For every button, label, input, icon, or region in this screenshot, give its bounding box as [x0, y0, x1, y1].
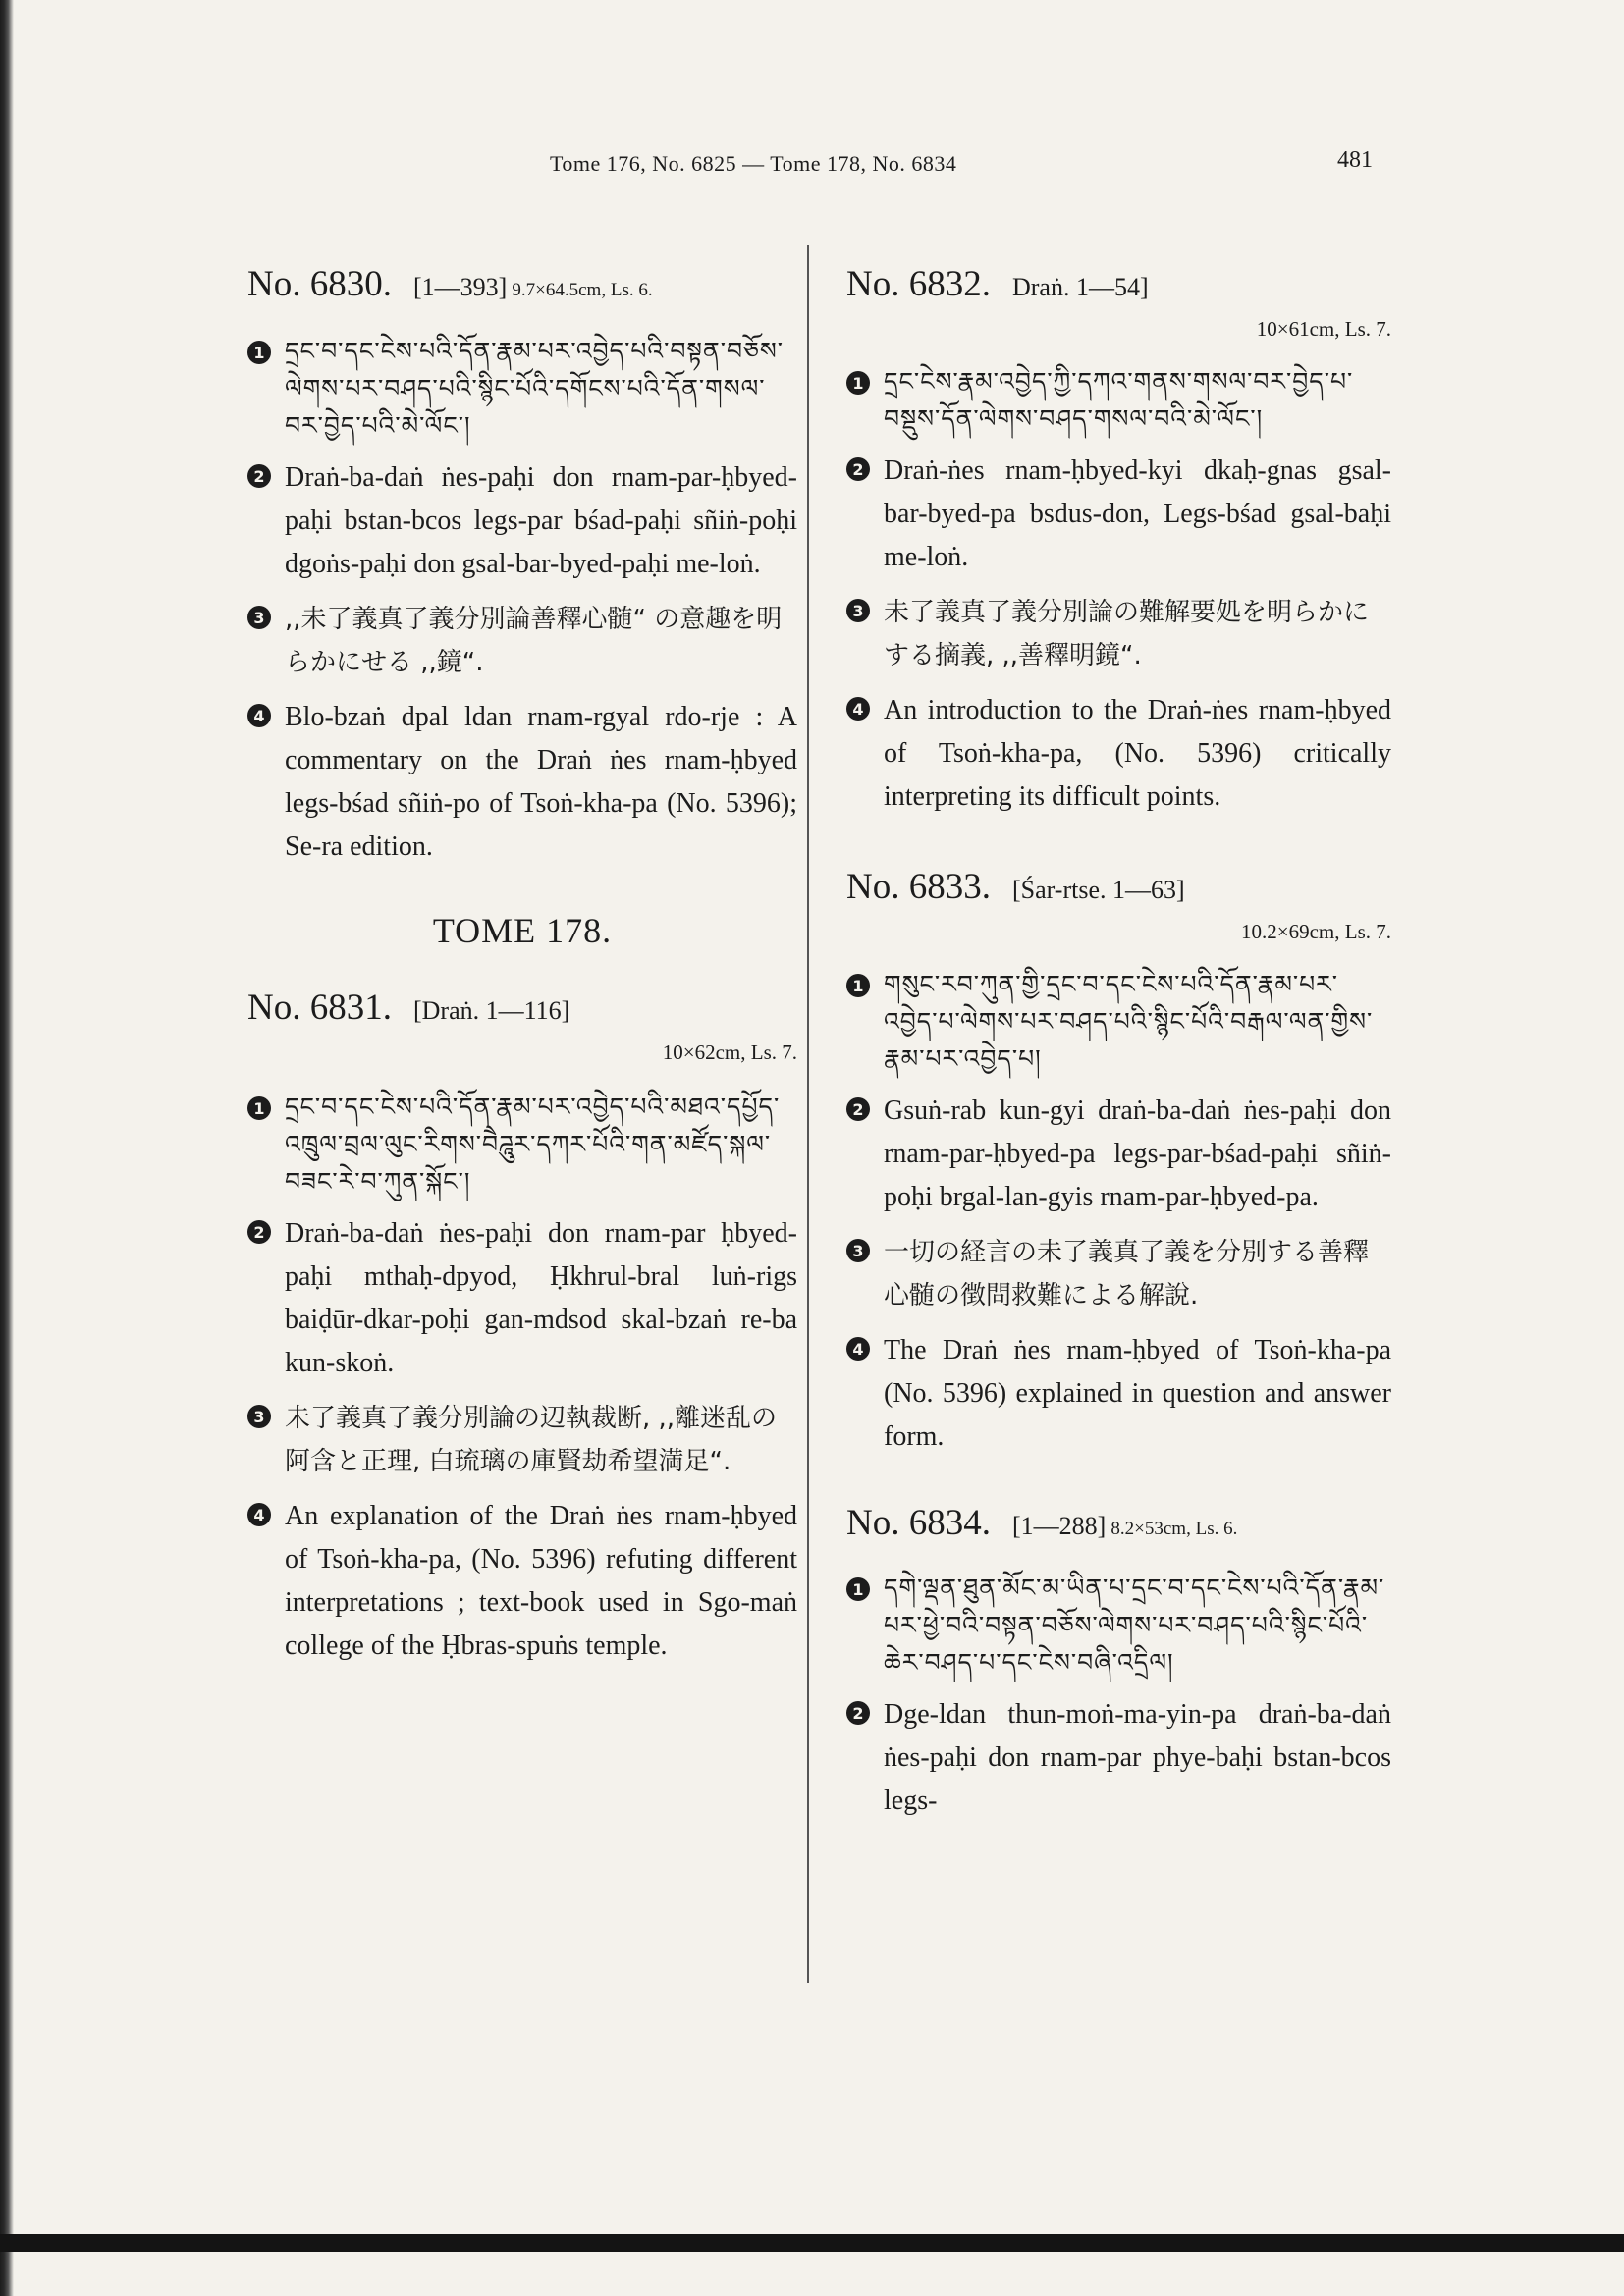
marker-3-icon: 3: [846, 1239, 870, 1262]
tibetan-title: གསུང་རབ་ཀུན་གྱི་དྲང་བ་དང་ངེས་པའི་དོན་རྣམ་པར་འབྱེད་པ་ལེགས་པར་བཤད་པའི་སྙིང་པོའི་བརྒལ་ལན་གྱིས་རྣམ་པར་འབྱེད་པ།: [884, 970, 1374, 1073]
entry-number: No. 6834.: [846, 1503, 991, 1543]
entry-number: No. 6830.: [247, 264, 392, 304]
marker-1-icon: 1: [846, 1577, 870, 1601]
transliteration: Draṅ-ṅes rnam-ḥbyed-kyi dkaḥ-gnas gsal-bar-byed-pa bsdus-don, Legs-bśad gsal-baḥi me-loṅ.: [884, 455, 1391, 572]
entry-dimensions: 9.7×64.5cm, Ls. 6.: [512, 280, 653, 300]
entry-6831: [247, 987, 797, 1668]
entry-6834: [846, 1502, 1391, 1823]
marker-3-icon: 3: [247, 1405, 271, 1428]
marker-4-icon: 4: [247, 704, 271, 727]
marker-1-icon: 1: [247, 341, 271, 364]
entry-folio-ref: [1—288]: [1011, 1512, 1107, 1540]
right-column: [846, 257, 1391, 1823]
marker-1-icon: 1: [846, 974, 870, 997]
english-description: Blo-bzaṅ dpal ldan rnam-rgyal rdo-rje : A commentary on the Draṅ ṅes rnam-ḥbyed legs-bśad sñiṅ-po of Tsoṅ-kha-pa (No. 5396); Se-ra edition.: [285, 702, 797, 862]
tome-heading: TOME 178.: [432, 911, 613, 950]
tibetan-title: དྲང་བ་དང་ངེས་པའི་དོན་རྣམ་པར་འབྱེད་པའི་མཐའ་དཔྱོད་འཁྲུལ་བྲལ་ལུང་རིགས་བཻཌཱུར་དཀར་པོའི་གན་མཛོད་སྐལ་བཟང་རེ་བ་ཀུན་སྐོང་།: [285, 1093, 781, 1196]
transliteration: Draṅ-ba-daṅ ṅes-paḥi don rnam-par ḥbyed-paḥi mthaḥ-dpyod, Ḥkhrul-bral luṅ-rigs baiḍūr-dkar-poḥi gan-mdsod skal-bzaṅ re-ba kun-skoṅ.: [285, 1218, 797, 1378]
page-left-edge-shadow: [0, 0, 14, 2296]
english-description: An explanation of the Draṅ ṅes rnam-ḥbyed of Tsoṅ-kha-pa, (No. 5396) refuting different interpretations ; text-book used in Sgo-maṅ college of the Ḥbras-spuṅs temple.: [285, 1501, 797, 1661]
entry-dimensions: 10×61cm, Ls. 7.: [1256, 317, 1391, 341]
marker-2-icon: 2: [846, 457, 870, 481]
page-number: 481: [1337, 147, 1373, 173]
entry-folio-ref: [Draṅ. 1—116]: [412, 996, 570, 1025]
marker-2-icon: 2: [247, 464, 271, 488]
transliteration: Dge-ldan thun-moṅ-ma-yin-pa draṅ-ba-daṅ ṅes-paḥi don rnam-par phye-baḥi bstan-bcos legs-: [884, 1699, 1391, 1816]
tibetan-title: དྲང་བ་དང་ངེས་པའི་དོན་རྣམ་པར་འབྱེད་པའི་བསྟན་བཅོས་ལེགས་པར་བཤད་པའི་སྙིང་པོའི་དགོངས་པའི་དོན་གསལ་བར་བྱེད་པའི་མེ་ལོང་།: [285, 337, 785, 440]
english-description: The Draṅ ṅes rnam-ḥbyed of Tsoṅ-kha-pa (No. 5396) explained in question and answer form.: [884, 1335, 1391, 1452]
marker-2-icon: 2: [846, 1097, 870, 1121]
entry-6830: [247, 263, 797, 869]
tibetan-title: དྲང་ངེས་རྣམ་འབྱེད་ཀྱི་དཀའ་གནས་གསལ་བར་བྱེད་པ་བསྡུས་དོན་ལེགས་བཤད་གསལ་བའི་མེ་ལོང་།: [884, 367, 1354, 433]
running-title: Tome 176, No. 6825 — Tome 178, No. 6834: [550, 151, 957, 176]
transliteration: Gsuṅ-rab kun-gyi draṅ-ba-daṅ ṅes-paḥi don rnam-par-ḥbyed-pa legs-par-bśad-paḥi sñiṅ-poḥi brgal-lan-gyis rnam-par-ḥbyed-pa.: [884, 1095, 1391, 1212]
japanese-title: 未了義真了義分別論の難解要処を明らかにする摘義, ,,善釋明鏡“.: [884, 598, 1370, 670]
marker-4-icon: 4: [846, 697, 870, 721]
entry-dimensions: 8.2×53cm, Ls. 6.: [1110, 1519, 1238, 1539]
japanese-title: 未了義真了義分別論の辺執裁断, ,,離迷乱の阿含と正理, 白琉璃の庫賢劫希望満足“.: [285, 1404, 778, 1476]
marker-2-icon: 2: [247, 1220, 271, 1244]
entry-number: No. 6831.: [247, 988, 392, 1028]
english-description: An introduction to the Draṅ-ṅes rnam-ḥbyed of Tsoṅ-kha-pa, (No. 5396) critically interpreting its difficult points.: [884, 695, 1391, 812]
marker-2-icon: 2: [846, 1701, 870, 1725]
marker-3-icon: 3: [846, 599, 870, 622]
transliteration: Draṅ-ba-daṅ ṅes-paḥi don rnam-par-ḥbyed-paḥi bstan-bcos legs-par bśad-paḥi sñiṅ-poḥi dgoṅs-paḥi don gsal-bar-byed-paḥi me-loṅ.: [285, 462, 797, 579]
entry-folio-ref: [Śar-rtse. 1—63]: [1011, 876, 1185, 904]
japanese-title: ,,未了義真了義分別論善釋心髄“ の意趣を明らかにせる ,,鏡“.: [285, 605, 783, 677]
column-divider: [807, 245, 809, 1983]
page-bottom-edge: [0, 2234, 1624, 2252]
entry-number: No. 6833.: [846, 867, 991, 907]
marker-4-icon: 4: [846, 1337, 870, 1361]
marker-4-icon: 4: [247, 1503, 271, 1526]
japanese-title: 一切の経言の未了義真了義を分別する善釋心髄の徴問救難による解說.: [884, 1238, 1370, 1310]
entry-dimensions: 10.2×69cm, Ls. 7.: [1241, 920, 1391, 943]
entry-6832: [846, 263, 1391, 819]
entry-number: No. 6832.: [846, 264, 991, 304]
entry-folio-ref: Draṅ. 1—54]: [1011, 273, 1149, 301]
marker-3-icon: 3: [247, 606, 271, 629]
entry-folio-ref: [1—393]: [412, 273, 508, 301]
marker-1-icon: 1: [247, 1096, 271, 1120]
marker-1-icon: 1: [846, 371, 870, 395]
tibetan-title: དགེ་ལྡན་ཐུན་མོང་མ་ཡིན་པ་དྲང་བ་དང་ངེས་པའི་དོན་རྣམ་པར་ཕྱེ་བའི་བསྟན་བཅོས་ལེགས་པར་བཤད་པའི་སྙིང་པོའི་ཆེར་བཤད་པ་དང་ངེས་བཞི་འདྲིལ།: [884, 1574, 1385, 1677]
entry-6833: [846, 866, 1391, 1459]
left-column: [247, 257, 797, 1668]
entry-dimensions: 10×62cm, Ls. 7.: [662, 1041, 797, 1064]
